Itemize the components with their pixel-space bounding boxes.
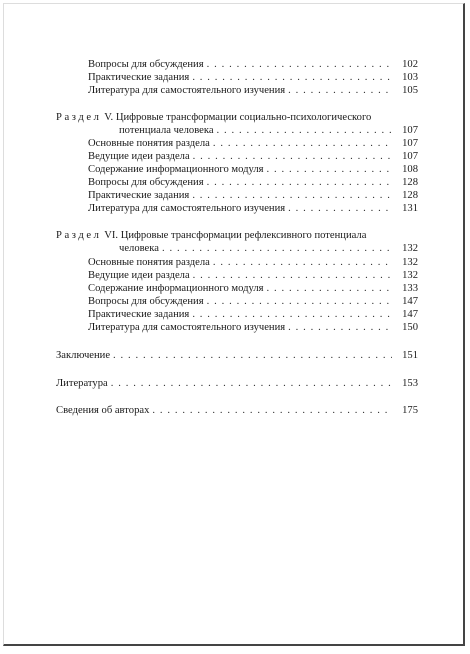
toc-entry-page: 132: [402, 257, 418, 268]
toc-entry[interactable]: [88, 308, 418, 321]
dot-leader: [288, 84, 392, 97]
section-title-line2: человека: [119, 243, 159, 254]
toc-entry[interactable]: [88, 256, 418, 269]
toc-entry-page: 151: [402, 350, 418, 361]
toc-entry[interactable]: [88, 189, 418, 202]
dot-leader: [193, 150, 392, 163]
section-heading-6[interactable]: [56, 229, 396, 242]
section-page: 107: [402, 125, 418, 136]
toc-entry-page: 133: [402, 283, 418, 294]
toc-entry-page: 107: [402, 138, 418, 149]
section-label: Раздел: [56, 112, 102, 123]
toc-entry-page: 131: [402, 203, 418, 214]
toc-entry[interactable]: [88, 321, 418, 334]
section-heading-5[interactable]: [56, 111, 396, 124]
toc-entry-page: 128: [402, 190, 418, 201]
toc-entry-page: 153: [402, 378, 418, 389]
dot-leader: [207, 176, 392, 189]
toc-entry-authors[interactable]: [56, 404, 418, 417]
toc-entry[interactable]: [88, 84, 418, 97]
toc-entry-title: Ведущие идеи раздела: [88, 151, 190, 162]
toc-entry[interactable]: [88, 71, 418, 84]
dot-leader: [213, 137, 392, 150]
toc-entry-page: 128: [402, 177, 418, 188]
dot-leader: [192, 308, 392, 321]
toc-entry-conclusion[interactable]: [56, 349, 418, 362]
toc-entry-title: Содержание информационного модуля: [88, 283, 264, 294]
toc-entry-title: Практические задания: [88, 72, 190, 83]
toc-entry[interactable]: [88, 282, 418, 295]
toc-entry-page: 105: [402, 85, 418, 96]
toc-entry-title: Литература: [56, 378, 108, 389]
dot-leader: [162, 242, 392, 255]
toc-entry[interactable]: [88, 176, 418, 189]
toc-entry[interactable]: [88, 137, 418, 150]
dot-leader: [111, 377, 392, 390]
toc-entry-page: 132: [402, 270, 418, 281]
dot-leader: [152, 404, 392, 417]
section-heading-6-cont[interactable]: [119, 242, 418, 255]
dot-leader: [288, 321, 392, 334]
toc-entry-literature[interactable]: [56, 377, 418, 390]
dot-leader: [113, 349, 392, 362]
section-title-line1: V. Цифровые трансформации социально-психологического: [104, 112, 372, 123]
toc-entry-title: Литература для самостоятельного изучения: [88, 203, 286, 214]
table-of-contents: [4, 4, 463, 644]
dot-leader: [207, 295, 392, 308]
toc-entry-title: Содержание информационного модуля: [88, 164, 264, 175]
toc-entry-title: Ведущие идеи раздела: [88, 270, 190, 281]
toc-entry-title: Литература для самостоятельного изучения: [88, 322, 286, 333]
toc-entry-page: 108: [402, 164, 418, 175]
section-title-line2: потенциала человека: [119, 125, 214, 136]
toc-entry-page: 175: [402, 405, 418, 416]
dot-leader: [267, 163, 393, 176]
dot-leader: [192, 71, 392, 84]
toc-entry-page: 107: [402, 151, 418, 162]
toc-entry-title: Практические задания: [88, 190, 190, 201]
dot-leader: [267, 282, 393, 295]
toc-entry-title: Сведения об авторах: [56, 405, 150, 416]
dot-leader: [207, 58, 392, 71]
toc-entry-page: 150: [402, 322, 418, 333]
section-label: Раздел: [56, 230, 102, 241]
toc-entry[interactable]: [88, 269, 418, 282]
toc-entry[interactable]: [88, 150, 418, 163]
toc-entry[interactable]: [88, 163, 418, 176]
section-heading-5-cont[interactable]: [119, 124, 418, 137]
dot-leader: [288, 202, 392, 215]
dot-leader: [217, 124, 392, 137]
toc-entry-page: 147: [402, 309, 418, 320]
dot-leader: [192, 189, 392, 202]
section-page: 132: [402, 243, 418, 254]
toc-entry-page: 102: [402, 59, 418, 70]
section-title-line1: VI. Цифровые трансформации рефлексивного потенциала: [104, 230, 367, 241]
toc-entry-title: Вопросы для обсуждения: [88, 177, 204, 188]
toc-entry-page: 103: [402, 72, 418, 83]
toc-entry-title: Вопросы для обсуждения: [88, 296, 204, 307]
toc-entry-title: Заключение: [56, 350, 111, 361]
toc-entry-title: Вопросы для обсуждения: [88, 59, 204, 70]
toc-entry-title: Литература для самостоятельного изучения: [88, 85, 286, 96]
toc-entry-title: Основные понятия раздела: [88, 138, 210, 149]
toc-entry-title: Практические задания: [88, 309, 190, 320]
book-page: [3, 3, 465, 646]
toc-entry[interactable]: [88, 58, 418, 71]
toc-entry[interactable]: [88, 202, 418, 215]
toc-entry-page: 147: [402, 296, 418, 307]
toc-entry[interactable]: [88, 295, 418, 308]
toc-entry-title: Основные понятия раздела: [88, 257, 210, 268]
dot-leader: [213, 256, 392, 269]
dot-leader: [193, 269, 392, 282]
